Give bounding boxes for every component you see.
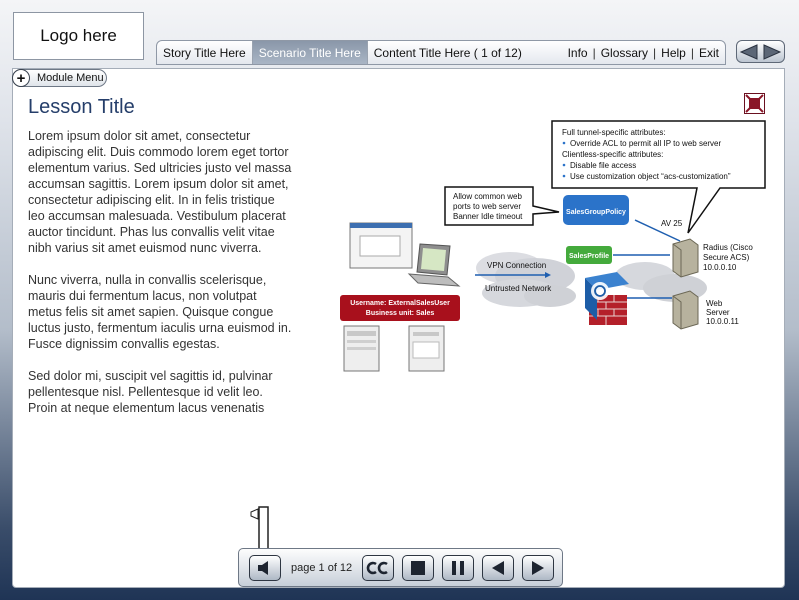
callout-line: Use customization object “acs-customization” — [570, 172, 731, 181]
config-screenshots — [344, 326, 444, 371]
paragraph: Nunc viverra, nulla in convallis scelerisque, mauris dui fermentum lacus, non volutpat metus felis sit amet sapien. Quisque congue luctus justo, fermentum iaculis urna euismod in. Fusce dignissim convallis egestas. — [28, 273, 292, 351]
next-icon — [530, 560, 546, 576]
pause-icon — [450, 560, 466, 576]
user-banner-line: Username: ExternalSalesUser — [350, 300, 450, 307]
web-server-label: Server — [706, 308, 730, 317]
top-navigation-bar — [156, 40, 726, 65]
login-screenshot — [350, 223, 412, 268]
pause-button[interactable] — [442, 555, 474, 581]
lesson-title: Lesson Title — [28, 96, 135, 118]
user-banner — [340, 295, 460, 321]
network-diagram — [335, 118, 775, 388]
radius-label: Radius (Cisco — [703, 243, 753, 252]
untrusted-label: Untrusted Network — [485, 284, 552, 293]
user-banner-line: Business unit: Sales — [365, 310, 435, 317]
group-policy-label: SalesGroupPolicy — [566, 209, 626, 216]
page-indicator: page 1 of 12 — [291, 561, 353, 574]
callout-line: Banner Idle timeout — [453, 212, 523, 221]
prev-arrow-icon[interactable] — [739, 44, 759, 60]
tab-content-title[interactable] — [368, 41, 528, 64]
module-menu-label: Module Menu — [37, 72, 104, 84]
logo — [13, 12, 144, 60]
utility-links — [568, 41, 725, 64]
cc-icon — [365, 559, 391, 577]
web-server-ip: 10.0.0.11 — [706, 317, 739, 326]
tab-scenario-title[interactable] — [253, 41, 368, 64]
sales-profile — [566, 246, 612, 264]
player-controls — [238, 548, 563, 587]
info-link[interactable]: Info — [567, 45, 588, 60]
next-button[interactable] — [522, 555, 554, 581]
radius-label: Secure ACS) — [703, 253, 750, 262]
av-label: AV 25 — [661, 219, 683, 228]
callout-line: Disable file access — [570, 161, 637, 170]
expand-icon[interactable] — [744, 93, 765, 114]
callout-line: Full tunnel-specific attributes: — [562, 128, 666, 137]
stop-button[interactable] — [402, 555, 434, 581]
page-nav-arrows — [736, 40, 785, 63]
lesson-body — [28, 128, 293, 432]
tab-story-title[interactable] — [157, 41, 253, 64]
help-link[interactable]: Help — [661, 45, 686, 60]
callout-line: Allow common web — [453, 192, 522, 201]
radius-ip: 10.0.0.10 — [703, 263, 737, 272]
stop-icon — [410, 560, 426, 576]
back-icon — [490, 560, 506, 576]
plus-icon: + — [12, 69, 30, 87]
separator: | — [653, 45, 657, 60]
separator: | — [592, 45, 596, 60]
closed-captions-button[interactable] — [362, 555, 394, 581]
web-server-icon — [673, 291, 698, 329]
paragraph: Sed dolor mi, suscipit vel sagittis id, pulvinar pellentesque nisl. Pellentesque id velit leo. Proin at neque elementum lacus venenatis — [28, 369, 273, 415]
next-arrow-icon[interactable] — [762, 44, 782, 60]
laptop-icon — [409, 244, 459, 286]
exit-link[interactable]: Exit — [698, 45, 719, 60]
glossary-link[interactable]: Glossary — [600, 45, 649, 60]
volume-button[interactable] — [249, 555, 281, 581]
tab-scenario-label: Scenario Title Here — [258, 45, 361, 60]
back-button[interactable] — [482, 555, 514, 581]
separator: | — [690, 45, 694, 60]
callout-line: Override ACL to permit all IP to web server — [570, 139, 722, 148]
firewall-icon — [585, 272, 629, 325]
callout-line: ports to web server — [453, 202, 522, 211]
radius-server-icon — [673, 239, 698, 277]
volume-icon — [256, 560, 274, 576]
vpn-label: VPN Connection — [487, 261, 547, 270]
web-server-label: Web — [706, 299, 723, 308]
tab-content-label: Content Title Here ( 1 of 12) — [373, 45, 522, 60]
sales-group-policy — [563, 195, 629, 225]
paragraph: Lorem ipsum dolor sit amet, consectetur adipiscing elit. Duis commodo lorem eget tortor elementum varius. Sed ultricies justo vel massa accumsan sagittis. Lorem ipsum dolor sit amet, consectetur adipiscing elit. In in felis tristique leo accumsan malesuada. Vestibulum placerat auctor tincidunt. Phas lus convallis velit vitae nibh varius sit amet euismod nunc viverra. — [28, 129, 292, 255]
tab-story-label: Story Title Here — [163, 45, 246, 60]
profile-label: SalesProfile — [568, 253, 610, 260]
module-menu-button[interactable] — [12, 69, 107, 87]
web-ports-callout — [445, 187, 559, 225]
callout-line: Clientless-specific attributes: — [562, 150, 664, 159]
logo-text: Logo here — [40, 26, 117, 45]
